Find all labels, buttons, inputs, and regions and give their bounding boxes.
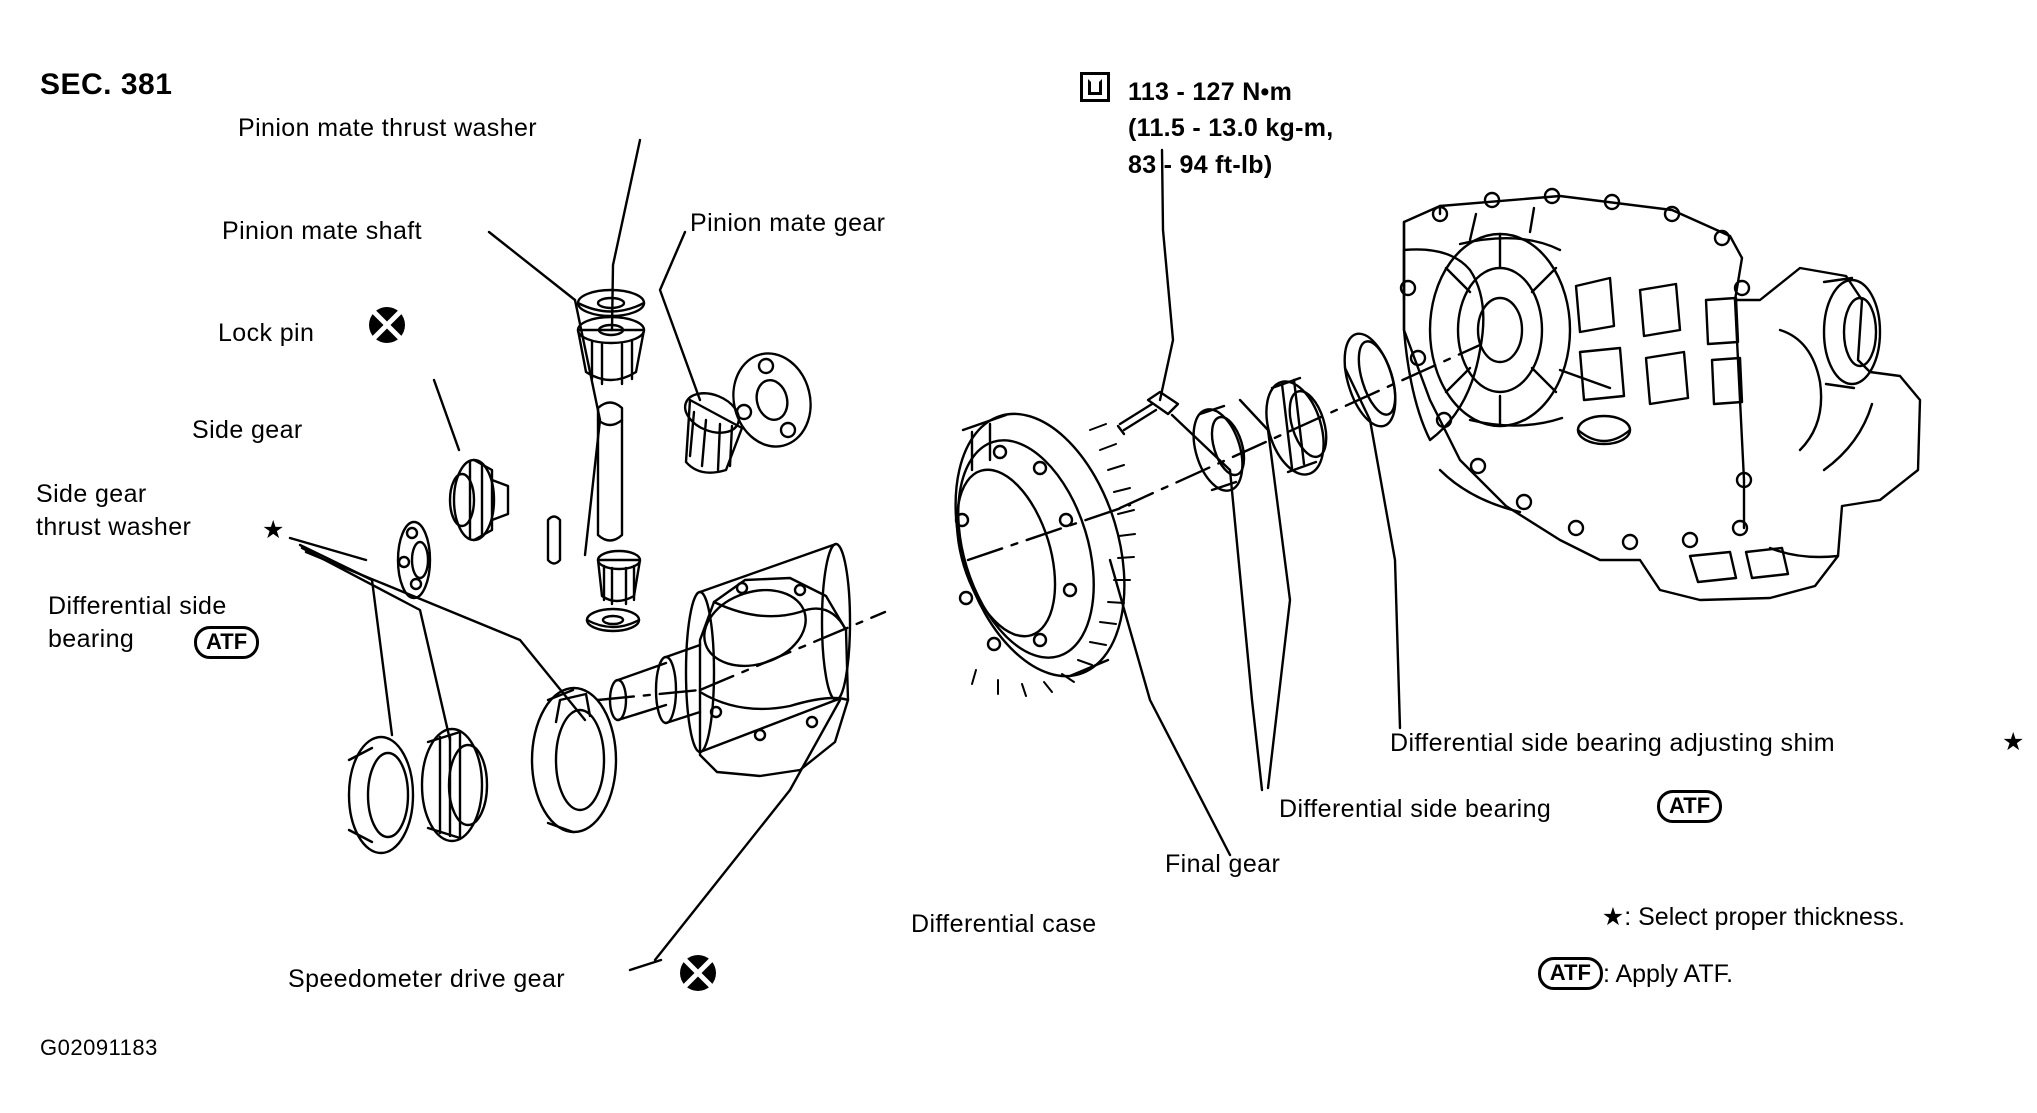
leader-pinion-mate-gear: [660, 232, 700, 400]
label-lock-pin: Lock pin: [218, 319, 315, 347]
part-lock-pin: [548, 517, 560, 564]
bolt-torque-icon: [1080, 72, 1110, 102]
section-number: SEC. 381: [40, 68, 173, 101]
legend-atf-text: : Apply ATF.: [1602, 960, 1734, 988]
atf-badge-left: [194, 626, 259, 659]
part-output-flange: [1824, 280, 1880, 384]
adjusting-shim-star: ★: [2002, 728, 2025, 756]
leader-differential-case: [655, 700, 840, 960]
part-pinion-mate-gear-top: [578, 330, 644, 380]
side-gear-thrust-washer-star: ★: [262, 516, 285, 544]
leader-speedo-drive-gear: [630, 960, 661, 970]
label-pinion-mate-gear: Pinion mate gear: [690, 209, 886, 237]
label-side-gear: Side gear: [192, 416, 303, 444]
part-adjusting-shim: [1335, 328, 1405, 433]
leader-pinion-mate-shaft: [489, 232, 600, 555]
leader-side-gear: [434, 380, 459, 450]
leader-diff-bearing-right-a: [1172, 415, 1262, 790]
part-diff-case-stub-shaft: [610, 680, 626, 720]
label-differential-case: Differential case: [911, 910, 1097, 938]
label-pinion-mate-thrust-washer: Pinion mate thrust washer: [238, 114, 538, 142]
legend-star-glyph: ★: [1601, 903, 1625, 931]
legend-atf-row: [1510, 928, 1733, 1019]
label-speedometer-drive-gear: Speedometer drive gear: [288, 965, 566, 993]
figure-code: G02091183: [40, 1035, 158, 1060]
case-bolt-holes: [1401, 189, 1751, 549]
label-side-gear-thrust-washer: Side gear thrust washer: [36, 480, 192, 541]
atf-badge-right-text: ATF: [1657, 790, 1722, 823]
part-side-gear-thrust-washer: [398, 522, 430, 598]
leader-diff-side-bearing-left-a: [300, 545, 392, 735]
label-differential-side-bearing-right: Differential side bearing: [1279, 795, 1552, 823]
lock-pin-replace-icon: [369, 307, 405, 343]
part-diff-case-right-flange: [822, 544, 850, 700]
legend-star-text: : Select proper thickness.: [1624, 903, 1905, 931]
leader-diff-bearing-shim: [1345, 368, 1400, 728]
atf-badge-right: [1657, 790, 1722, 823]
part-transmission-case-outline: [1404, 196, 1920, 600]
atf-badge-left-text: ATF: [194, 626, 259, 659]
axis-line-mid: [968, 505, 1130, 560]
speedometer-gear-replace-icon: [680, 955, 716, 991]
label-differential-side-bearing-left: Differential side bearing: [48, 592, 227, 653]
leader-final-gear: [1110, 560, 1230, 855]
torque-specification: 113 - 127 N•m (11.5 - 13.0 kg-m, 83 - 94 ft-lb): [1128, 78, 1334, 179]
label-differential-side-bearing-adjusting-shim: Differential side bearing adjusting shim: [1390, 729, 1835, 757]
label-pinion-mate-shaft: Pinion mate shaft: [222, 217, 422, 245]
leader-torque-bolt: [1160, 150, 1173, 400]
leader-diff-bearing-right-b: [1240, 400, 1290, 788]
leader-pinion-mate-thrust-washer: [612, 140, 640, 330]
label-final-gear: Final gear: [1165, 850, 1281, 878]
leader-diff-side-bearing-left-c: [306, 552, 585, 720]
axis-line-left: [700, 612, 885, 690]
legend-atf-badge: ATF: [1538, 957, 1603, 990]
axis-line-left2: [598, 690, 700, 700]
